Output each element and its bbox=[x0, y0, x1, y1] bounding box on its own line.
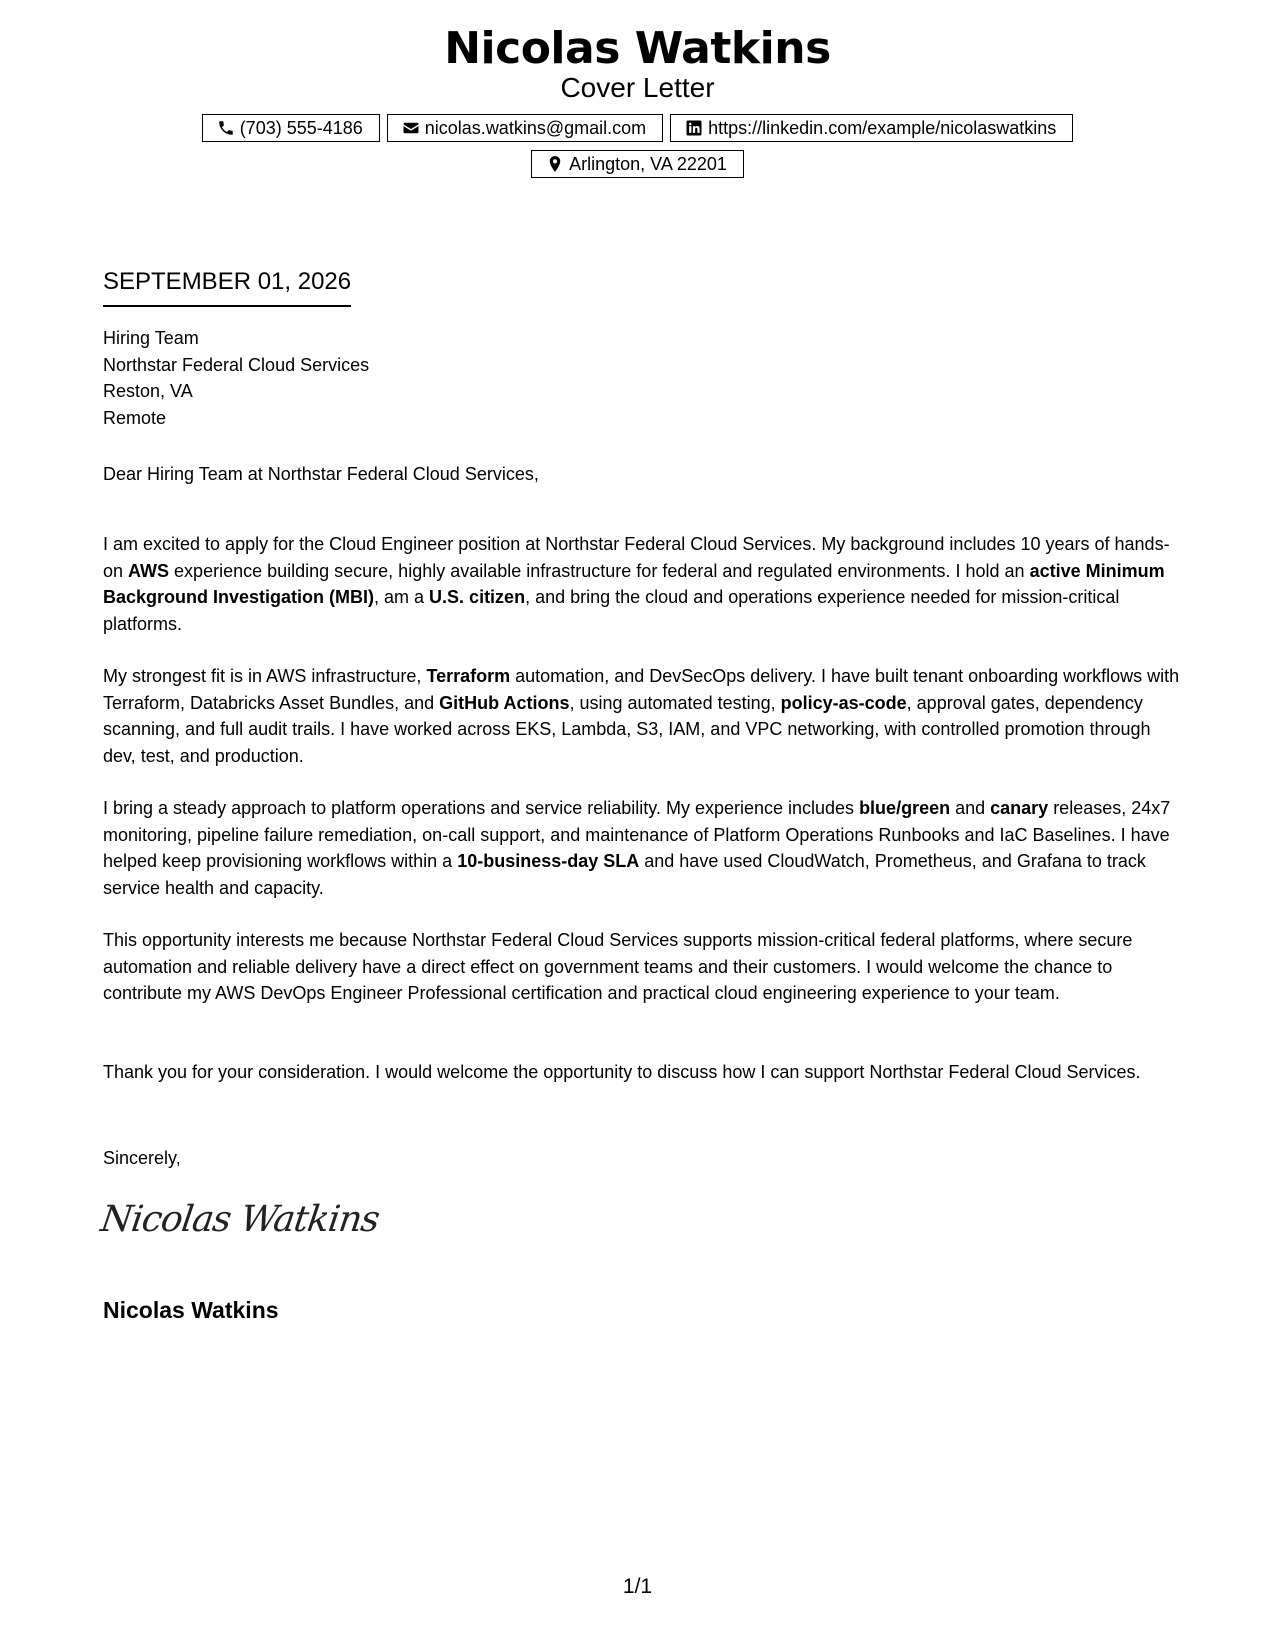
phone-text: (703) 555-4186 bbox=[239, 117, 363, 138]
salutation: Dear Hiring Team at Northstar Federal Cloud Services, bbox=[103, 464, 539, 484]
phone-contact[interactable] bbox=[202, 114, 380, 142]
contact-row-bottom bbox=[531, 150, 744, 178]
location-text: Arlington, VA 22201 bbox=[569, 153, 727, 174]
email-text: nicolas.watkins@gmail.com bbox=[424, 117, 647, 138]
paragraph-intro: I am excited to apply for the Cloud Engineer position at Northstar Federal Cloud Services. My background includes 10 years of hands-on AWS experience building secure, highly available infrastructure for federal and regulated environments. I hold an active Minimum Background Investigation (MBI), am a U.S. citizen, and bring the cloud and operations experience needed for mission-critical platforms. bbox=[103, 534, 1170, 634]
paragraph-thanks: Thank you for your consideration. I would welcome the opportunity to discuss how I can support Northstar Federal Cloud Services. bbox=[103, 1062, 1141, 1082]
contact-row-top bbox=[202, 114, 1074, 142]
page-number: 1/1 bbox=[622, 1575, 653, 1598]
email-contact[interactable] bbox=[387, 114, 663, 142]
map-pin-icon bbox=[546, 155, 564, 173]
phone-icon bbox=[217, 119, 235, 137]
recipient-line: Remote bbox=[103, 407, 167, 428]
linkedin-text: https://linkedin.com/example/nicolaswatkins bbox=[708, 117, 1057, 138]
paragraph-motivation: This opportunity interests me because Northstar Federal Cloud Services supports mission-critical federal platforms, where secure automation and reliable delivery have a direct effect on government teams and their customers. I would welcome the chance to contribute my AWS DevOps Engineer Professional certification and practical cloud engineering experience to your team. bbox=[103, 930, 1133, 1003]
recipient-line: Hiring Team bbox=[103, 328, 199, 348]
linkedin-icon bbox=[685, 119, 703, 137]
signer-name: Nicolas Watkins bbox=[103, 1297, 279, 1323]
document-subtitle: Cover Letter bbox=[560, 72, 715, 103]
letter-date: SEPTEMBER 01, 2026 bbox=[103, 268, 351, 307]
closing: Sincerely, bbox=[103, 1148, 181, 1168]
paragraph-operations: I bring a steady approach to platform operations and service reliability. My experience includes blue/green and canary releases, 24x7 monitoring, pipeline failure remediation, on-call support, and maintenance of Platform Operations Runbooks and IaC Baselines. I have helped keep provisioning workflows within a 10-business-day SLA and have used CloudWatch, Prometheus, and Grafana to track service health and capacity. bbox=[103, 798, 1171, 898]
location-contact bbox=[531, 150, 744, 178]
applicant-name: Nicolas Watkins bbox=[444, 23, 831, 74]
recipient-address bbox=[103, 325, 1183, 431]
recipient-line: Northstar Federal Cloud Services bbox=[103, 354, 370, 375]
paragraph-infrastructure: My strongest fit is in AWS infrastructure, Terraform automation, and DevSecOps delivery. I have built tenant onboarding workflows with Terraform, Databricks Asset Bundles, and GitHub Actions, using automated testing, policy-as-code, approval gates, dependency scanning, and full audit trails. I have worked across EKS, Lambda, S3, IAM, and VPC networking, with controlled promotion through dev, test, and production. bbox=[103, 666, 1180, 766]
contact-info bbox=[0, 114, 1275, 178]
linkedin-contact[interactable] bbox=[670, 114, 1073, 142]
recipient-line: Reston, VA bbox=[103, 381, 193, 401]
envelope-icon bbox=[402, 119, 420, 137]
handwritten-signature: Nicolas Watkins bbox=[98, 1199, 382, 1240]
